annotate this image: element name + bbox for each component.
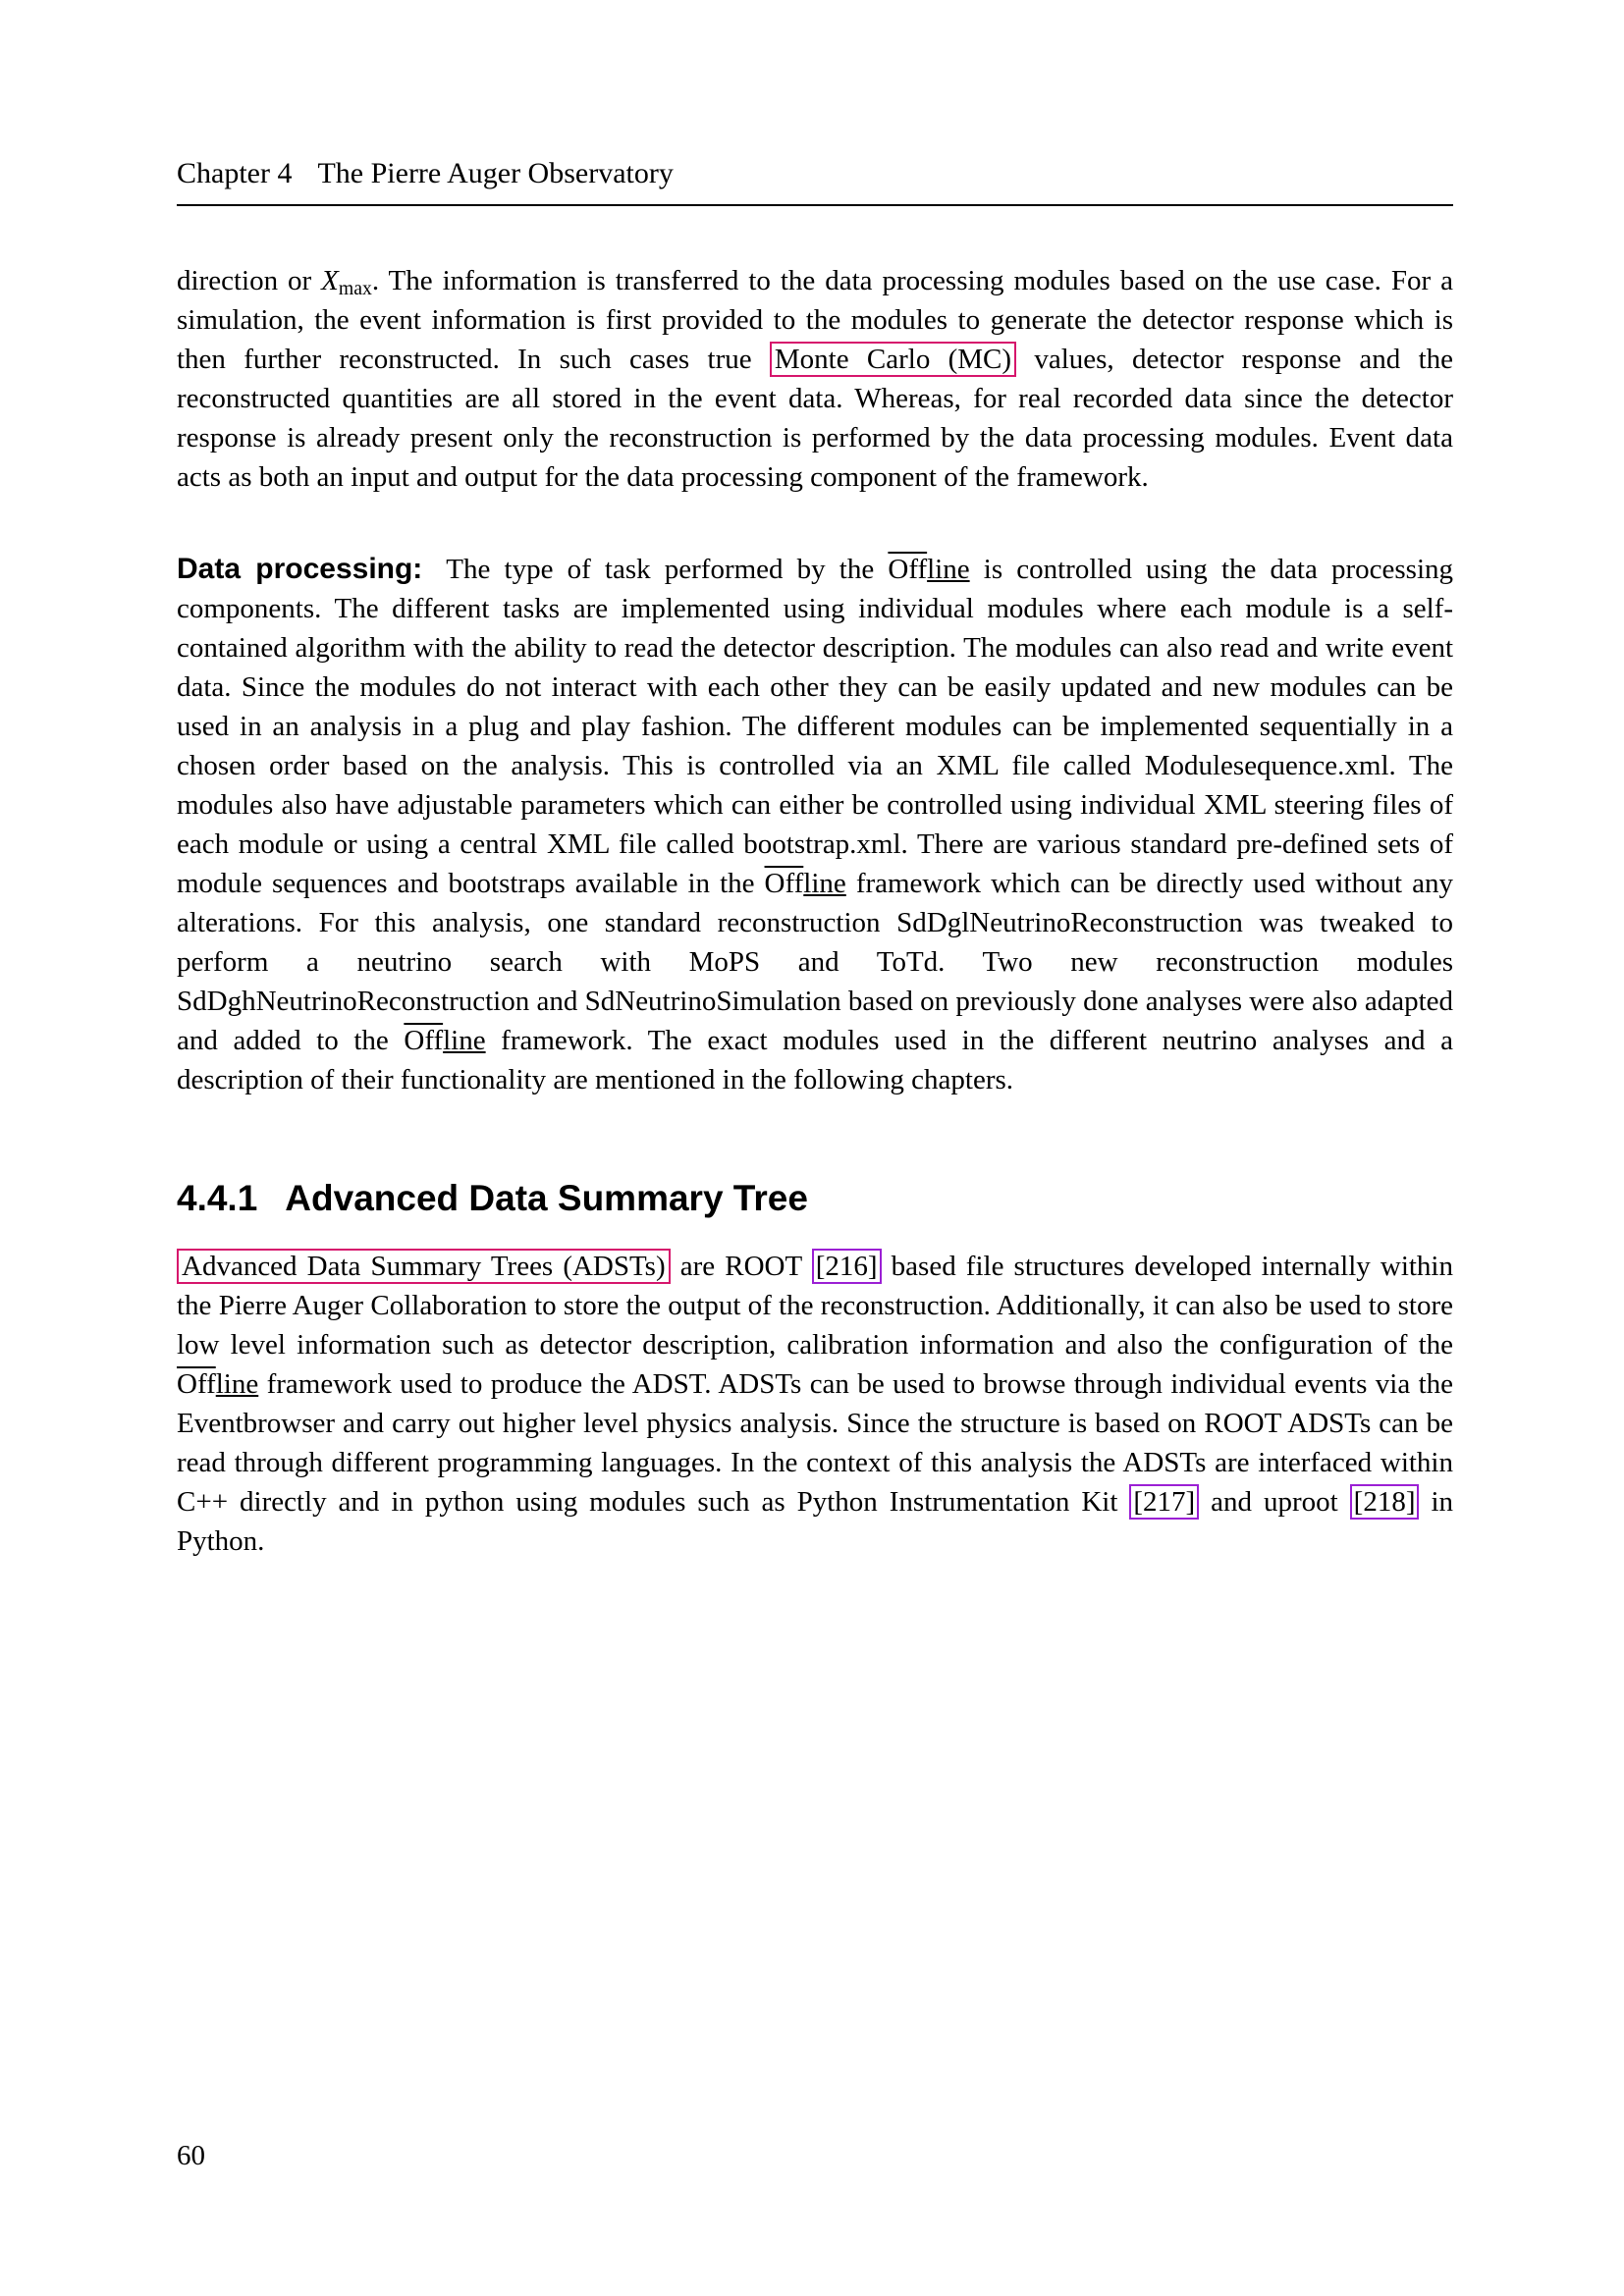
offline-underline-part: line <box>215 1368 259 1400</box>
paragraph-data-processing <box>177 550 1453 1099</box>
text-run: The type of task performed by the <box>446 554 889 585</box>
section-number: 4.4.1 <box>177 1178 258 1218</box>
text-run: in Python. <box>177 1486 1453 1557</box>
text-run: and uproot <box>1199 1486 1350 1518</box>
text-run: values, detector response and the reconstructed quantities are all stored in the event data. Whereas, for real recorded data since the detector response is already present only the reconstruction is performed by the data processing modules. Event data acts as both an input and output for the data processing component of the framework. <box>177 344 1453 493</box>
glossary-link[interactable]: Advanced Data Summary Trees (ADSTs) <box>177 1249 671 1284</box>
section-title: Advanced Data Summary Tree <box>285 1178 808 1218</box>
text-run: framework which can be directly used without any alterations. For this analysis, one standard reconstruction SdDglNeutrinoReconstruction was tweaked to perform a neutrino search with MoPS and ToTd. Two new reconstruction modules SdDghNeutrinoReconstruction and SdNeutrinoSimulation based on previously done analyses were also adapted and added to the <box>177 868 1453 1056</box>
glossary-link[interactable]: Monte Carlo (MC) <box>770 342 1016 377</box>
offline-underline-part: line <box>803 868 846 899</box>
text-run: direction or <box>177 265 322 296</box>
text-run: are ROOT <box>670 1251 812 1282</box>
text-run: is controlled using the data processing components. The different tasks are implemented using individual modules where each module is a self-contained algorithm with the ability to read the detector description. The modules can also read and write event data. Since the modules do not interact with each other they can be easily updated and new modules can be used in an analysis in a plug and play fashion. The different modules can be implemented sequentially in a chosen order based on the analysis. This is controlled via an XML file called Modulesequence.xml. The modules also have adjustable parameters which can either be controlled using individual XML steering files of each module or using a central XML file called bootstrap.xml. There are various standard pre-defined sets of module sequences and bootstraps available in the <box>177 554 1453 899</box>
section-heading <box>177 1178 1453 1219</box>
text-run: based file structures developed internally within the Pierre Auger Collaboration to store the output of the reconstruction. Additionally, it can also be used to store low level information such as detector description, calibration information and also the configuration of the <box>177 1251 1453 1361</box>
text-run: framework used to produce the ADST. ADSTs can be used to browse through individual events via the Eventbrowser and carry out higher level physics analysis. Since the structure is based on ROOT ADSTs can be read through different programming languages. In the context of this analysis the ADSTs are interfaced within C++ directly and in python using modules such as Python Instrumentation Kit <box>177 1368 1453 1518</box>
text-run: . The information is transferred to the data processing modules based on the use case. For a simulation, the event information is first provided to the modules to generate the detector response which is then further reconstructed. In such cases true <box>177 265 1453 375</box>
offline-underline-part: line <box>927 554 970 585</box>
paragraph-event-data <box>177 261 1453 497</box>
offline-overline-part: $\overline{Off}$ <box>888 554 928 585</box>
chapter-label: Chapter 4 <box>177 157 293 189</box>
offline-overline-part: $\overline{Off}$ <box>404 1025 444 1056</box>
math-variable: X <box>321 265 339 296</box>
citation-link[interactable]: [217] <box>1129 1484 1199 1520</box>
paragraph-run-in-label: Data processing: <box>177 553 423 585</box>
text-run: framework. The exact modules used in the different neutrino analyses and a description of their functionality are mentioned in the following chapters. <box>177 1025 1453 1095</box>
citation-link[interactable]: [218] <box>1350 1484 1420 1520</box>
paragraph-adst <box>177 1247 1453 1561</box>
page-number: 60 <box>177 2140 205 2171</box>
text-block <box>177 157 1453 1561</box>
header-rule <box>177 204 1453 206</box>
citation-link[interactable]: [216] <box>812 1249 882 1284</box>
chapter-title: The Pierre Auger Observatory <box>317 157 674 189</box>
running-header <box>177 157 1453 190</box>
subscript: max <box>338 277 372 299</box>
offline-overline-part: $\overline{Off}$ <box>764 868 804 899</box>
offline-underline-part: line <box>443 1025 486 1056</box>
offline-overline-part: $\overline{Off}$ <box>177 1368 216 1400</box>
